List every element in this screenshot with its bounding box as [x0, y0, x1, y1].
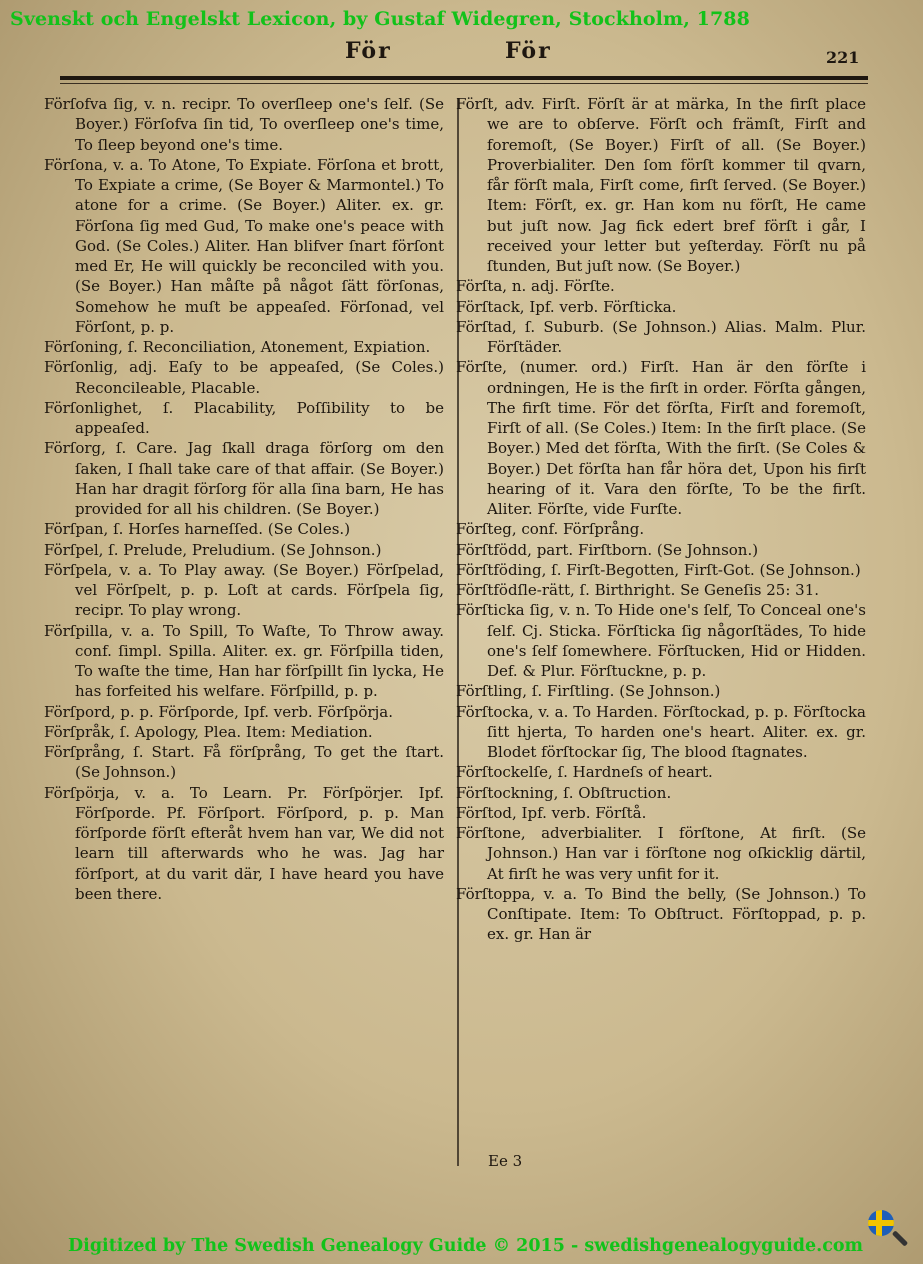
dictionary-entry: Förſtoppa, v. a. To Bind the belly, (Se Johnson.) To Conſtipate. Item: To Obſtruct. Förſtoppad, p. p. ex. gr. Han är	[456, 884, 866, 944]
dictionary-entry: Förſprång, ſ. Start. Få förſprång, To get the ſtart. (Se Johnson.)	[44, 743, 444, 782]
dictionary-entry: Förſteg, conf. Förſprång.	[456, 520, 645, 539]
running-head-right: För	[505, 38, 552, 64]
page-number: 221	[826, 48, 860, 67]
header-rule	[60, 76, 868, 80]
dictionary-entry: Förſtockelſe, ſ. Hardneſs of heart.	[456, 763, 713, 782]
dictionary-entry: Förſonlig, adj. Eaſy to be appeaſed, (Se Coles.) Reconcileable, Placable.	[44, 358, 444, 397]
dictionary-entry: Förſtockning, ſ. Obſtruction.	[456, 783, 672, 802]
running-head-left: För	[345, 38, 392, 64]
dictionary-entry: Förſt, adv. Firſt. Förſt är at märka, In the firſt place we are to obſerve. Förſt och främſt, Firſt and foremoſt, (Se Boyer.) Firſt of all. (Se Boyer.) Proverbialiter. Den ſom förſt kommer til qvarn, får förſt mala, Firſt come, firſt ſerved. (Se Boyer.) Item: Förſt, ex. gr. Han kom nu förſt, He came but juſt now. Jag fick edert bref förſt i går, I received your letter but yeſterday. Förſt nu på ſtunden, But juſt now. (Se Boyer.)	[456, 95, 866, 275]
right-column	[456, 94, 866, 945]
dictionary-entry: Förſtack, Ipf. verb. Förſticka.	[456, 297, 677, 316]
dictionary-entry: Förſta, n. adj. Förſte.	[456, 277, 615, 296]
dictionary-entry: Förſoning, ſ. Reconciliation, Atonement, Expiation.	[44, 338, 431, 356]
source-banner-top: Svenskt och Engelskt Lexicon, by Gustaf Widegren, Stockholm, 1788	[10, 8, 750, 30]
dictionary-entry: Förſtod, Ipf. verb. Förſtå.	[456, 803, 647, 822]
dictionary-entry: Förſpilla, v. a. To Spill, To Waſte, To Throw away. conf. ſimpl. Spilla. Aliter. ex. gr. Förſpilla tiden, To waſte the time, Han har förſpillt ſin lycka, He has forfeited his welfare. Förſpilld, p. p.	[44, 621, 444, 701]
source-banner-bottom: Digitized by The Swedish Genealogy Guide © 2015 - swedishgenealogyguide.com	[68, 1236, 864, 1256]
dictionary-entry: Förſte, (numer. ord.) Firſt. Han är den förſte i ordningen, He is the firſt in order. Förſta gången, The firſt time. För det förſta, Firſt and foremoſt, Firſt of all. (Se Coles.) Item: In the firſt place. (Se Boyer.) Med det förſta, With the firſt. (Se Coles & Boyer.) Det förſta han får höra det, Upon his firſt hearing of it. Vara den förſte, To be the firſt. Aliter. Förſte, vide Furſte.	[456, 358, 866, 518]
dictionary-entry: Förſtocka, v. a. To Harden. Förſtockad, p. p. Förſtocka ſitt hjerta, To harden one's heart. Aliter. ex. gr. Blodet förſtockar ſig, The blood ſtagnates.	[456, 702, 866, 761]
header-rule-thin	[60, 83, 868, 84]
catchword: Ee 3	[488, 1152, 523, 1170]
swedish-flag-magnifier-icon	[868, 1210, 894, 1236]
left-column	[44, 94, 444, 904]
dictionary-entry: Förſpord, p. p. Förſporde, Ipf. verb. Förſpörja.	[44, 702, 393, 721]
dictionary-entry: Förſofva ſig, v. n. recipr. To overſleep one's ſelf. (Se Boyer.) Förſofva ſin tid, To overſleep one's time, To ſleep beyond one's time.	[44, 95, 444, 154]
dictionary-entry: Förſona, v. a. To Atone, To Expiate. Förſona et brott, To Expiate a crime, (Se Boyer & Marmontel.) To atone for a crime. (Se Boyer.) Aliter. ex. gr. Förſona ſig med Gud, To make one's peace with God. (Se Coles.) Aliter. Han blifver ſnart förſont med Er, He will quickly be reconciled with you. (Se Boyer.) Han måſte på något ſätt förſonas, Somehow he muſt be appeaſed. Förſonad, vel Förſont, p. p.	[44, 155, 444, 336]
dictionary-entry: Förſtling, ſ. Firſtling. (Se Johnson.)	[456, 682, 721, 701]
dictionary-entry: Förſtad, ſ. Suburb. (Se Johnson.) Alias. Malm. Plur. Förſtäder.	[456, 317, 866, 356]
dictionary-entry: Förſtföding, ſ. Firſt-Begotten, Firſt-Got. (Se Johnson.)	[456, 560, 861, 579]
dictionary-entry: Förſorg, ſ. Care. Jag ſkall draga förſorg om den ſaken, I ſhall take care of that affair. (Se Boyer.) Han har dragit förſorg för alla ſina barn, He has provided for all his children. (Se Boyer.)	[44, 439, 444, 518]
dictionary-entry: Förſtone, adverbialiter. I förſtone, At firſt. (Se Johnson.) Han var i förſtone nog oſkicklig därtil, At firſt he was very unfit for it.	[456, 824, 866, 883]
dictionary-entry: Förſpörja, v. a. To Learn. Pr. Förſpörjer. Ipf. Förſporde. Pf. Förſport. Förſpord, p. p. Man förſporde förſt efteråt hvem han var, We did not learn till afterwards who he was. Jag har förſport, at du varit där, I have heard you have been there.	[44, 783, 444, 903]
dictionary-entry: Förſtfödſle-rätt, ſ. Birthright. Se Geneſis 25: 31.	[456, 581, 820, 599]
dictionary-entry: Förſonlighet, ſ. Placability, Poſſibility to be appeaſed.	[44, 398, 444, 437]
dictionary-entry: Förſpan, ſ. Horſes harneſſed. (Se Coles.)	[44, 520, 351, 539]
dictionary-entry: Förſpela, v. a. To Play away. (Se Boyer.) Förſpelad, vel Förſpelt, p. p. Loſt at cards. Förſpela ſig, recipr. To play wrong.	[44, 560, 444, 620]
magnifier-handle-icon	[892, 1230, 908, 1246]
dictionary-entry: Förſpel, ſ. Prelude, Preludium. (Se Johnson.)	[44, 540, 382, 559]
dictionary-entry: Förſticka ſig, v. n. To Hide one's ſelf, To Conceal one's ſelf. Cj. Sticka. Förſticka ſig någorſtädes, To hide one's ſelf ſomewhere. Förſtucken, Hid or Hidden. Def. & Plur. Förſtuckne, p. p.	[456, 601, 866, 680]
dictionary-entry: Förſpråk, ſ. Apology, Plea. Item: Mediation.	[44, 722, 373, 741]
dictionary-entry: Förſtfödd, part. Firſtborn. (Se Johnson.)	[456, 540, 759, 559]
